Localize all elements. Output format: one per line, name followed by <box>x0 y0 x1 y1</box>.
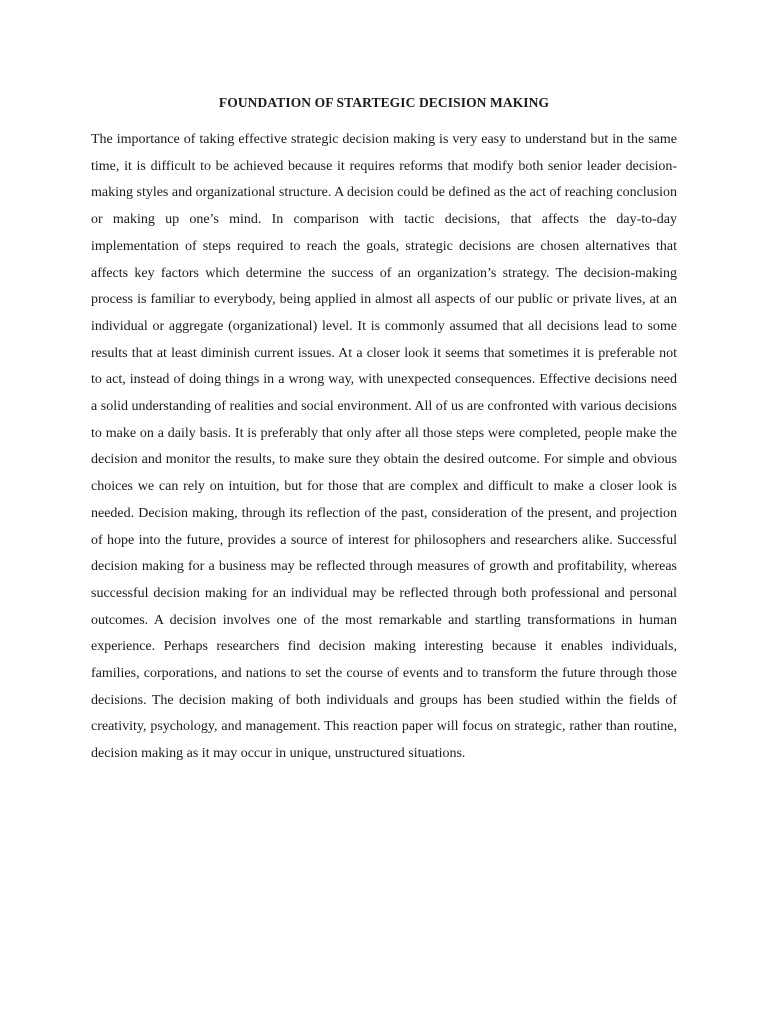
document-title: FOUNDATION OF STARTEGIC DECISION MAKING <box>218 95 550 110</box>
document-body-paragraph: The importance of taking effective strategic decision making is very easy to understand but in the same time, it is difficult to be achieved because it requires reforms that modify both senior leader decision-making styles and organizational structure. A decision could be defined as the act of reaching conclusion or making up one’s mind. In comparison with tactic decisions, that affects the day-to-day implementation of steps required to reach the goals, strategic decisions are chosen alternatives that affects key factors which determine the success of an organization’s strategy. The decision-making process is familiar to everybody, being applied in almost all aspects of our public or private lives, at an individual or aggregate (organizational) level. It is commonly assumed that all decisions lead to some results that at least diminish current issues. At a closer look it seems that sometimes it is preferable not to act, instead of doing things in a wrong way, with unexpected consequences. Effective decisions need a solid understanding of realities and social environment. All of us are confronted with various decisions to make on a daily basis. It is preferably that only after all those steps were completed, people make the decision and monitor the results, to make sure they obtain the desired outcome. For simple and obvious choices we can rely on intuition, but for those that are complex and difficult to make a closer look is needed. Decision making, through its reflection of the past, consideration of the present, and projection of hope into the future, provides a source of interest for philosophers and researchers alike. Successful decision making for a business may be reflected through measures of growth and profitability, whereas successful decision making for an individual may be reflected through both professional and personal outcomes. A decision involves one of the most remarkable and startling transformations in human experience. Perhaps researchers find decision making interesting because it enables individuals, families, corporations, and nations to set the course of events and to transform the future through those decisions. The decision making of both individuals and groups has been studied within the fields of creativity, psychology, and management. This reaction paper will focus on strategic, rather than routine, decision making as it may occur in unique, unstructured situations. <box>91 132 678 762</box>
